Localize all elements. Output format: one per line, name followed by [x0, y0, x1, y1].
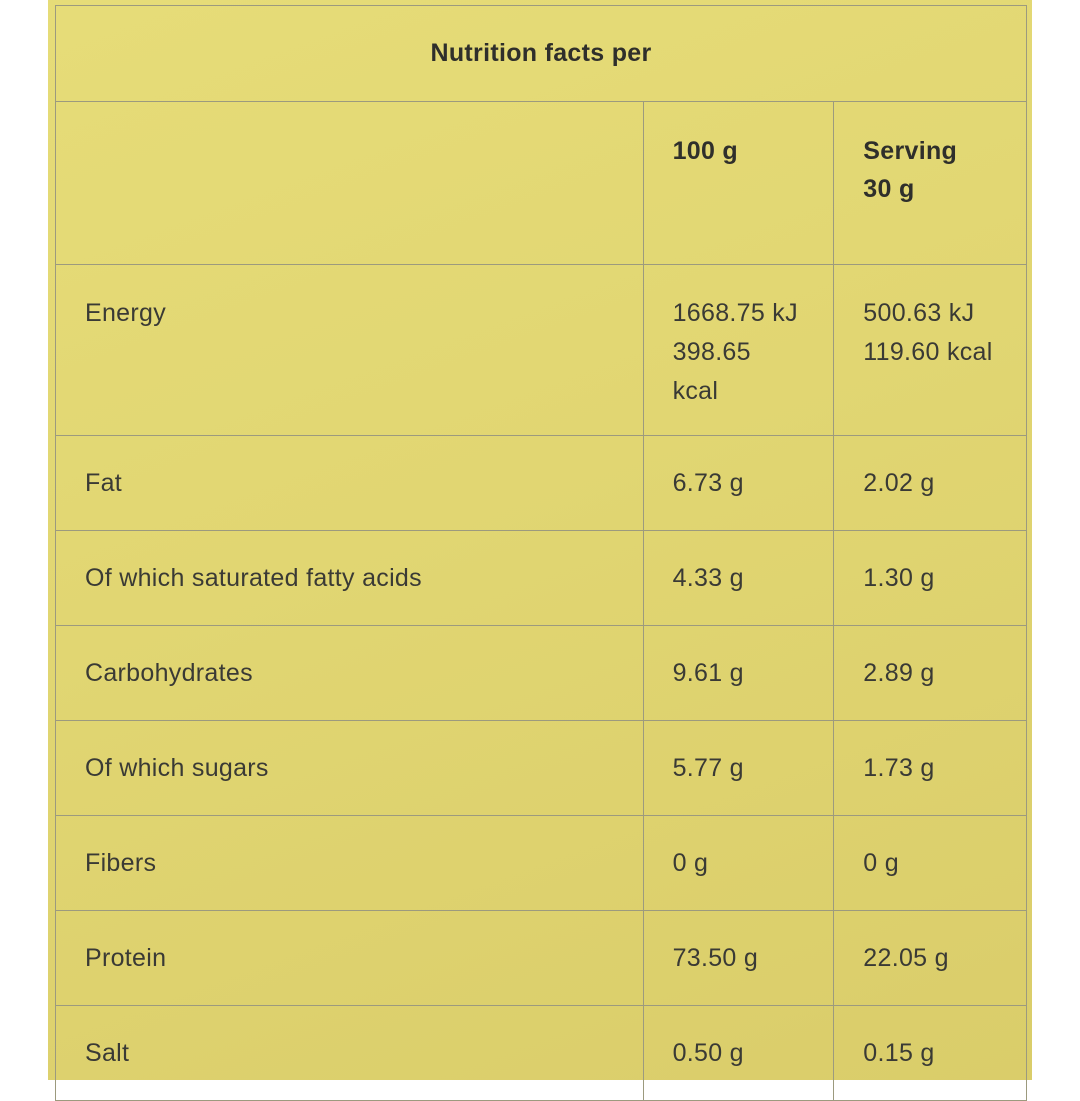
table-row-fibers — [56, 816, 1027, 911]
energy-per-100g-kj: 1668.75 kJ — [672, 299, 798, 327]
row-per-serving: 2.02 g — [834, 436, 1027, 531]
table-row-protein — [56, 911, 1027, 1006]
row-label: Energy — [56, 265, 644, 436]
table-row-fat — [56, 436, 1027, 531]
row-label: Of which sugars — [56, 721, 644, 816]
energy-per-100g — [643, 265, 834, 436]
row-per-serving: 0 g — [834, 816, 1027, 911]
row-per-100g: 0.50 g — [643, 1006, 834, 1101]
row-label: Fat — [56, 436, 644, 531]
row-per-100g: 5.77 g — [643, 721, 834, 816]
row-per-100g: 0 g — [643, 816, 834, 911]
table-row-energy — [56, 265, 1027, 436]
row-label: Salt — [56, 1006, 644, 1101]
row-per-100g: 9.61 g — [643, 626, 834, 721]
header-per-100g-label: 100 g — [672, 137, 739, 165]
header-serving-label: Serving — [863, 137, 958, 165]
row-label: Protein — [56, 911, 644, 1006]
table-row-sugars — [56, 721, 1027, 816]
table-row-saturated-fat — [56, 531, 1027, 626]
table-title: Nutrition facts per — [56, 6, 1027, 102]
header-per-serving — [834, 102, 1027, 265]
table-row-salt — [56, 1006, 1027, 1101]
row-label: Fibers — [56, 816, 644, 911]
row-per-serving: 22.05 g — [834, 911, 1027, 1006]
row-per-100g: 6.73 g — [643, 436, 834, 531]
row-per-100g: 73.50 g — [643, 911, 834, 1006]
row-per-serving: 2.89 g — [834, 626, 1027, 721]
energy-per-serving-kj: 500.63 kJ — [863, 299, 975, 327]
energy-per-100g-kcal-unit: kcal — [672, 377, 719, 405]
row-per-serving: 0.15 g — [834, 1006, 1027, 1101]
table-row-carbohydrates — [56, 626, 1027, 721]
header-per-100g — [643, 102, 834, 265]
header-serving-size: 30 g — [863, 175, 915, 203]
row-per-serving: 1.30 g — [834, 531, 1027, 626]
row-label: Of which saturated fatty acids — [56, 531, 644, 626]
energy-per-serving-kcal: 119.60 kcal — [863, 338, 993, 366]
energy-per-serving — [834, 265, 1027, 436]
header-empty-cell — [56, 102, 644, 265]
column-header-row — [56, 102, 1027, 265]
title-row — [56, 6, 1027, 102]
row-label: Carbohydrates — [56, 626, 644, 721]
energy-per-100g-kcal-value: 398.65 — [672, 338, 751, 366]
row-per-100g: 4.33 g — [643, 531, 834, 626]
nutrition-facts-table — [55, 5, 1027, 1101]
row-per-serving: 1.73 g — [834, 721, 1027, 816]
